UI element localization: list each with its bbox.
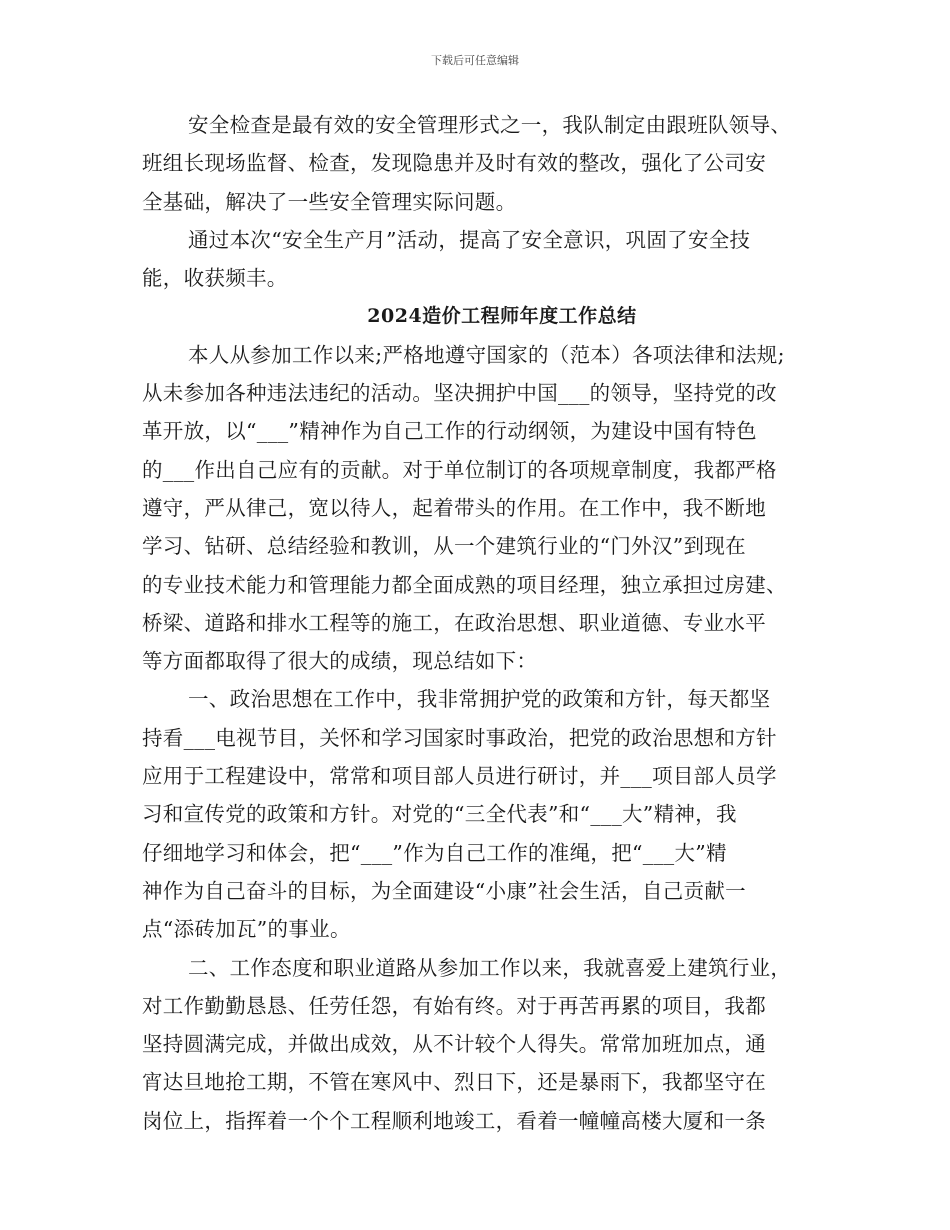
text-line: 班组长现场监督、检查，发现隐患并及时有效的整改，强化了公司安 (142, 151, 766, 176)
page-header-note: 下载后可任意编辑 (431, 54, 519, 67)
text-line: 的专业技术能力和管理能力都全面成熟的项目经理，独立承担过房建、 (142, 572, 787, 597)
text-line: 安全检查是最有效的安全管理形式之一，我队制定由跟班队领导、 (188, 113, 792, 137)
text-line: 通过本次“安全生产月”活动，提高了安全意识，巩固了安全技 (188, 227, 751, 252)
document-body (142, 106, 822, 1140)
text-line: 从未参加各种违法违纪的活动。坚决拥护中国___的领导，坚持党的改 (142, 381, 777, 406)
text-line: 全基础，解决了一些安全管理实际问题。 (142, 189, 517, 214)
text-line: 持看___电视节目，关怀和学习国家时事政治，把党的政治思想和方针 (142, 725, 777, 750)
text-line: 等方面都取得了很大的成绩，现总结如下： (142, 649, 538, 674)
text-line: 本人从参加工作以来;严格地遵守国家的（范本）各项法律和法规; (188, 342, 785, 367)
text-line: 应用于工程建设中，常常和项目部人员进行研讨，并___项目部人员学 (142, 764, 777, 789)
text-line: 宵达旦地抢工期，不管在寒风中、烈日下，还是暴雨下，我都坚守在 (142, 1070, 766, 1095)
text-line: 的___作出自己应有的贡献。对于单位制订的各项规章制度，我都严格 (142, 457, 777, 482)
text-line: 仔细地学习和体会，把“___”作为自己工作的准绳，把“___大”精 (142, 840, 727, 865)
text-line: 岗位上，指挥着一个个工程顺利地竣工，看着一幢幢高楼大厦和一条 (142, 1108, 766, 1133)
text-line: 学习、钻研、总结经验和教训，从一个建筑行业的“门外汉”到现在 (142, 534, 746, 559)
text-line: 革开放，以“___”精神作为自己工作的行动纲领，为建设中国有特色 (142, 419, 757, 444)
text-line: 习和宣传党的政策和方针。对党的“三全代表”和“___大”精神，我 (142, 802, 737, 827)
text-line: 遵守，严从律己，宽以待人，起着带头的作用。在工作中，我不断地 (142, 495, 766, 520)
text-line: 一、政治思想在工作中，我非常拥护党的政策和方针，每天都坚 (188, 687, 771, 712)
text-line: 二、工作态度和职业道路从参加工作以来，我就喜爱上建筑行业， (188, 955, 792, 980)
text-line: 神作为自己奋斗的目标，为全面建设“小康”社会生活，自己贡献一 (142, 878, 746, 903)
document-title: 2024造价工程师年度工作总结 (367, 305, 637, 328)
text-line: 坚持圆满完成，并做出成效，从不计较个人得失。常常加班加点，通 (142, 1032, 766, 1057)
text-line: 对工作勤勤恳恳、任劳任怨，有始有终。对于再苦再累的项目，我都 (142, 993, 766, 1018)
text-line: 桥梁、道路和排水工程等的施工，在政治思想、职业道德、专业水平 (142, 610, 766, 635)
text-line: 能，收获频丰。 (142, 266, 288, 291)
text-line: 点“添砖加瓦”的事业。 (142, 917, 351, 942)
